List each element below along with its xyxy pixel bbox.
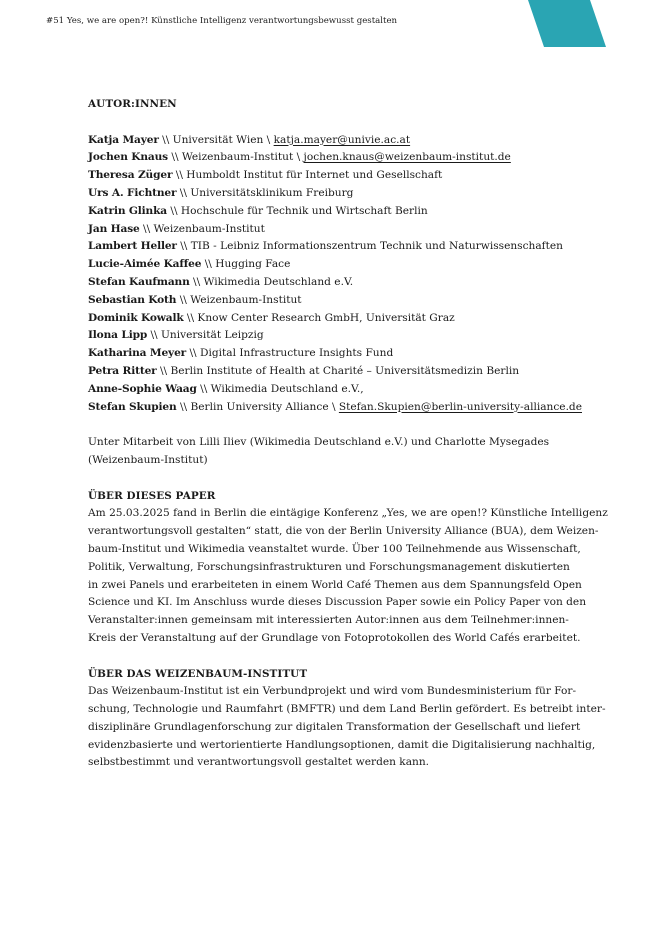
- author-affiliation: Berlin Institute of Health at Charité – Universitätsmedizin Berlin: [170, 364, 520, 377]
- author-separator: \\: [176, 186, 191, 199]
- author-entry: [88, 149, 588, 167]
- author-separator: \\: [167, 204, 181, 217]
- author-separator: \\: [189, 275, 204, 288]
- about-institute-line: evidenzbasierte und wertorientierte Handlungsoptionen, damit die Digitalisierung nachhaltig,: [88, 738, 596, 751]
- about-institute-heading: ÜBER DAS WEIZENBAUM-INSTITUT: [88, 667, 308, 680]
- author-entry: [88, 221, 588, 239]
- author-list: [88, 132, 588, 417]
- author-name: Katharina Meyer: [88, 347, 187, 360]
- author-entry: [88, 185, 588, 203]
- accent-corner-shape: [528, 0, 606, 47]
- about-paper-line: Politik, Verwaltung, Forschungsinfrastrukturen und Forschungsmanagement diskutierten: [88, 560, 570, 573]
- collaboration-line: Unter Mitarbeit von Lilli Iliev (Wikimedia Deutschland e.V.) und Charlotte Mysegades: [88, 436, 550, 449]
- author-separator: \\: [147, 329, 161, 342]
- author-separator: \\: [158, 133, 173, 146]
- page-content: [88, 96, 608, 772]
- about-paper-section: [88, 488, 608, 648]
- about-paper-line: verantwortungsvoll gestalten“ statt, die von der Berlin University Alliance (BUA), dem Weizen-: [88, 525, 599, 538]
- author-affiliation: Universität Leipzig: [160, 329, 264, 342]
- author-affiliation: Weizenbaum-Institut \: [181, 151, 304, 164]
- accent-parallelogram: [528, 0, 606, 47]
- author-affiliation: Digital Infrastructure Insights Fund: [199, 347, 394, 360]
- author-name: Urs A. Fichtner: [88, 186, 177, 199]
- author-name: Petra Ritter: [88, 364, 157, 377]
- about-paper-line: Am 25.03.2025 fand in Berlin die eintägige Konferenz „Yes, we are open!? Künstliche Intelligenz: [88, 507, 608, 520]
- collaboration-note: [88, 434, 588, 470]
- author-email-link[interactable]: Stefan.Skupien@berlin-university-alliance.de: [338, 400, 582, 413]
- author-name: Anne-Sophie Waag: [88, 382, 197, 395]
- author-name: Dominik Kowalk: [88, 311, 184, 324]
- about-institute-line: selbstbestimmt und verantwortungsvoll gestaltet werden kann.: [88, 756, 430, 769]
- about-paper-line: Kreis der Veranstaltung auf der Grundlage von Fotoprotokollen des World Cafés erarbeitet.: [88, 631, 581, 644]
- author-name: Sebastian Koth: [88, 293, 177, 306]
- about-paper-heading: ÜBER DIESES PAPER: [88, 489, 216, 502]
- author-separator: \\: [168, 151, 182, 164]
- author-entry: [88, 132, 588, 150]
- author-name: Stefan Kaufmann: [88, 275, 190, 288]
- author-entry: [88, 310, 588, 328]
- about-paper-line: Veranstalter:innen gemeinsam mit interessierten Autor:innen aus dem Teilnehmer:innen-: [88, 614, 569, 627]
- about-institute-line: schung, Technologie und Raumfahrt (BMFTR) und dem Land Berlin gefördert. Es betreibt inter-: [88, 703, 606, 716]
- author-name: Katrin Glinka: [88, 204, 168, 217]
- author-email-link[interactable]: katja.mayer@univie.ac.at: [273, 133, 411, 146]
- author-affiliation: Wikimedia Deutschland e.V.,: [210, 382, 364, 395]
- author-name: Jochen Knaus: [88, 151, 169, 164]
- about-institute-text: [88, 683, 606, 772]
- author-entry: [88, 238, 588, 256]
- about-institute-line: disziplinäre Grundlagenforschung zur digitalen Transformation der Gesellschaft und liefert: [88, 720, 581, 733]
- author-separator: \\: [176, 400, 191, 413]
- author-separator: \\: [176, 240, 191, 253]
- author-separator: \\: [139, 222, 154, 235]
- collaboration-line: (Weizenbaum-Institut): [88, 453, 208, 466]
- author-separator: \\: [156, 364, 171, 377]
- author-entry: [88, 256, 588, 274]
- author-separator: \\: [183, 311, 198, 324]
- author-name: Katja Mayer: [88, 133, 159, 146]
- author-affiliation: Humboldt Institut für Internet und Gesellschaft: [186, 169, 443, 182]
- author-name: Lambert Heller: [88, 240, 177, 253]
- author-entry: [88, 203, 588, 221]
- author-separator: \\: [196, 382, 211, 395]
- author-name: Lucie-Aimée Kaffee: [88, 258, 202, 271]
- author-affiliation: Universitätsklinikum Freiburg: [190, 186, 354, 199]
- author-entry: [88, 381, 588, 399]
- author-name: Theresa Züger: [88, 169, 173, 182]
- author-entry: [88, 167, 588, 185]
- author-affiliation: Weizenbaum-Institut: [190, 293, 302, 306]
- about-institute-section: [88, 666, 606, 773]
- author-separator: \\: [176, 293, 191, 306]
- author-affiliation: Berlin University Alliance \: [190, 400, 339, 413]
- author-entry: [88, 292, 588, 310]
- author-entry: [88, 274, 588, 292]
- about-institute-line: Das Weizenbaum-Institut ist ein Verbundprojekt und wird vom Bundesministerium für For-: [88, 685, 577, 698]
- author-name: Jan Hase: [88, 222, 140, 235]
- author-affiliation: TIB - Leibniz Informationszentrum Technik und Naturwissenschaften: [190, 240, 563, 253]
- author-entry: [88, 399, 588, 417]
- author-affiliation: Universität Wien \: [172, 133, 274, 146]
- author-separator: \\: [201, 258, 216, 271]
- author-affiliation: Hochschule für Technik und Wirtschaft Berlin: [180, 204, 428, 217]
- author-name: Stefan Skupien: [88, 400, 177, 413]
- author-affiliation: Weizenbaum-Institut: [153, 222, 265, 235]
- author-affiliation: Wikimedia Deutschland e.V.: [203, 275, 354, 288]
- author-entry: [88, 345, 588, 363]
- author-separator: \\: [172, 169, 187, 182]
- author-name: Ilona Lipp: [88, 329, 148, 342]
- about-paper-text: [88, 505, 608, 647]
- about-paper-line: in zwei Panels und erarbeiteten in einem World Café Themen aus dem Spannungsfeld Open: [88, 578, 582, 591]
- running-header: #51 Yes, we are open?! Künstliche Intelligenz verantwortungsbewusst gestalten: [46, 16, 398, 26]
- author-entry: [88, 327, 588, 345]
- author-affiliation: Know Center Research GmbH, Universität Graz: [197, 311, 455, 324]
- author-entry: [88, 363, 588, 381]
- about-paper-line: baum-Institut und Wikimedia veanstaltet wurde. Über 100 Teilnehmende aus Wissenschaft,: [88, 542, 581, 555]
- author-email-link[interactable]: jochen.knaus@weizenbaum-institut.de: [303, 151, 511, 164]
- author-separator: \\: [186, 347, 200, 360]
- about-paper-line: Science und KI. Im Anschluss wurde dieses Discussion Paper sowie ein Policy Paper von den: [88, 596, 587, 609]
- author-affiliation: Hugging Face: [215, 258, 291, 271]
- authors-heading: AUTOR:INNEN: [88, 98, 177, 110]
